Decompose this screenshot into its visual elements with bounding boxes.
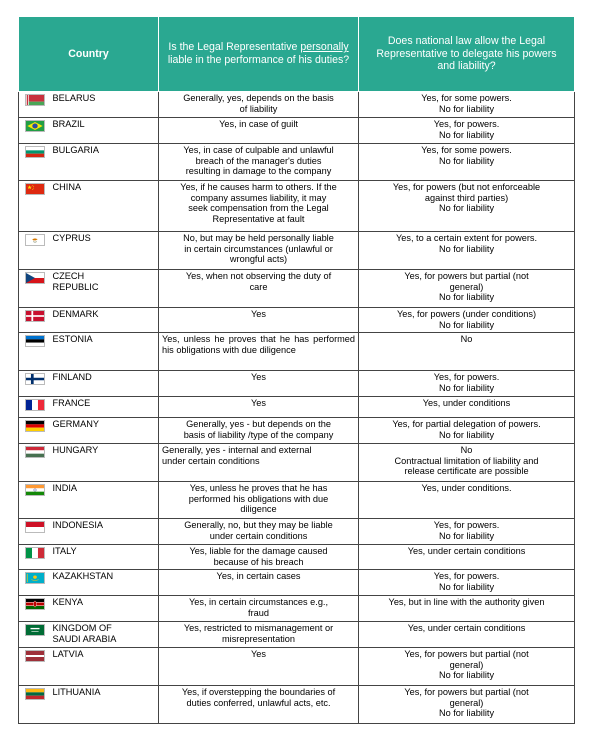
indonesia-flag-icon [25,521,45,533]
table-row [19,444,575,482]
delegation-text: Yes, to a certain extent for powers. No for liability [395,233,538,254]
delegation-text: Yes, for powers (under conditions) No for liability [396,309,537,330]
table-row [19,144,575,181]
saudi-arabia-flag-icon [25,624,45,636]
bulgaria-flag-icon [25,146,45,158]
country-name: INDONESIA [52,520,104,530]
liability-text: Yes, in case of guilt [219,119,298,129]
table-row [19,333,575,371]
germany-flag-icon [25,420,45,432]
czech-republic-flag-icon [25,272,45,284]
country-name: BELARUS [52,93,96,103]
country-name: FRANCE [52,398,91,408]
italy-flag-icon [25,547,45,559]
delegation-text: Yes, but in line with the authority given [388,597,545,607]
table-row [19,232,575,270]
country-name: INDIA [52,483,78,493]
country-name: BULGARIA [52,145,99,155]
liability-text: Yes [251,372,267,382]
delegation-text: Yes, for powers. No for liability [433,571,500,592]
country-name: KENYA [52,597,83,607]
delegation-text: Yes, for powers but partial (not general) No for liability [404,271,529,303]
liability-text: Yes, in case of culpable and unlawful breach of the manager's duties resulting in damage to the company [183,145,334,177]
liability-text: Yes, unless he proves that he has performed his obligations with due diligence [162,334,356,355]
liability-text: Yes, when not observing the duty of care [185,271,332,292]
liability-text: Yes [251,649,267,659]
country-name: DENMARK [52,309,99,319]
delegation-text: No [460,334,473,344]
liability-text: Yes, unless he proves that he has performed his obligations with due diligence [188,483,329,515]
country-name: LITHUANIA [52,687,101,697]
liability-text: Yes, in certain cases [216,571,301,581]
denmark-flag-icon [25,310,45,322]
table-row [19,519,575,545]
delegation-text: Yes, for some powers. No for liability [421,145,512,166]
liability-text: Yes, restricted to mismanagement or misrepresentation [183,623,334,644]
france-flag-icon [25,399,45,411]
legal-representative-table [18,16,575,724]
liability-text: Generally, yes - but depends on the basis of liability /type of the company [183,419,334,440]
delegation-text: Yes, for powers but partial (not general) No for liability [404,687,529,719]
cyprus-flag-icon [25,234,45,246]
table-row [19,397,575,418]
liability-header-post: liable in the performance of his duties? [167,54,350,66]
country-column-header: Country [19,17,159,92]
kenya-flag-icon [25,598,45,610]
country-name: KINGDOM OF SAUDI ARABIA [52,623,117,644]
country-name: GERMANY [52,419,99,429]
estonia-flag-icon [25,335,45,347]
country-name: BRAZIL [52,119,85,129]
country-name: LATVIA [52,649,84,659]
liability-text: Yes [251,309,267,319]
country-name: HUNGARY [52,445,99,455]
delegation-text: Yes, under certain conditions [407,623,526,633]
delegation-text: Yes, for partial delegation of powers. No for liability [392,419,541,440]
liability-text: Yes, if he causes harm to others. If the company assumes liability, it may seek compensation from the Legal Representative at fault [180,182,337,224]
liability-header-pre: Is the Legal Representative [168,41,301,54]
table-row [19,570,575,596]
delegation-text: Yes, for powers (but not enforceable against third parties) No for liability [392,182,541,214]
hungary-flag-icon [25,446,45,458]
delegation-text: Yes, for powers. No for liability [433,119,500,140]
delegation-text: Yes, for some powers. No for liability [421,93,512,114]
liability-text: Yes, liable for the damage caused because of his breach [189,546,328,567]
table-row [19,648,575,686]
liability-header-underlined: personally [300,41,349,54]
country-name: ITALY [52,546,77,556]
delegation-column-header: Does national law allow the Legal Representative to delegate his powers and liability? [359,17,575,92]
delegation-text: Yes, under conditions [422,398,511,408]
table-header-row [19,17,575,92]
country-name: CYPRUS [52,233,91,243]
table-row [19,92,575,118]
delegation-text: Yes, under conditions. [421,483,512,493]
country-name: CZECH REPUBLIC [52,271,99,292]
liability-text: Generally, yes, depends on the basis of liability [183,93,334,114]
table-row [19,308,575,333]
liability-text: Generally, yes - internal and external under certain conditions [162,445,312,466]
liability-text: Yes, if overstepping the boundaries of duties conferred, unlawful acts, etc. [181,687,336,708]
liability-column-header [159,17,359,92]
country-name: FINLAND [52,372,92,382]
finland-flag-icon [25,373,45,385]
table-row [19,686,575,724]
liability-text: No, but may be held personally liable in certain circumstances (unlawful or wrongful acts) [183,233,334,265]
table-row [19,270,575,308]
delegation-text: Yes, for powers but partial (not general) No for liability [404,649,529,681]
table-row [19,545,575,570]
china-flag-icon [25,183,45,195]
brazil-flag-icon [25,120,45,132]
delegation-text: Yes, under certain conditions [407,546,526,556]
liability-text: Generally, no, but they may be liable under certain conditions [184,520,333,541]
delegation-text: Yes, for powers. No for liability [433,520,500,541]
liability-text: Yes [251,398,267,408]
delegation-text: No Contractual limitation of liability and release certificate are possible [394,445,539,477]
belarus-flag-icon [25,94,45,106]
table-row [19,118,575,144]
delegation-text: Yes, for powers. No for liability [433,372,500,393]
country-name: CHINA [52,182,82,192]
table-row [19,622,575,648]
country-name: KAZAKHSTAN [52,571,114,581]
table-row [19,371,575,397]
lithuania-flag-icon [25,688,45,700]
latvia-flag-icon [25,650,45,662]
kazakhstan-flag-icon [25,572,45,584]
table-row [19,596,575,622]
table-row [19,482,575,519]
table-row [19,181,575,232]
liability-text: Yes, in certain circumstances e.g., fraud [188,597,329,618]
table-row [19,418,575,444]
country-name: ESTONIA [52,334,93,344]
india-flag-icon [25,484,45,496]
